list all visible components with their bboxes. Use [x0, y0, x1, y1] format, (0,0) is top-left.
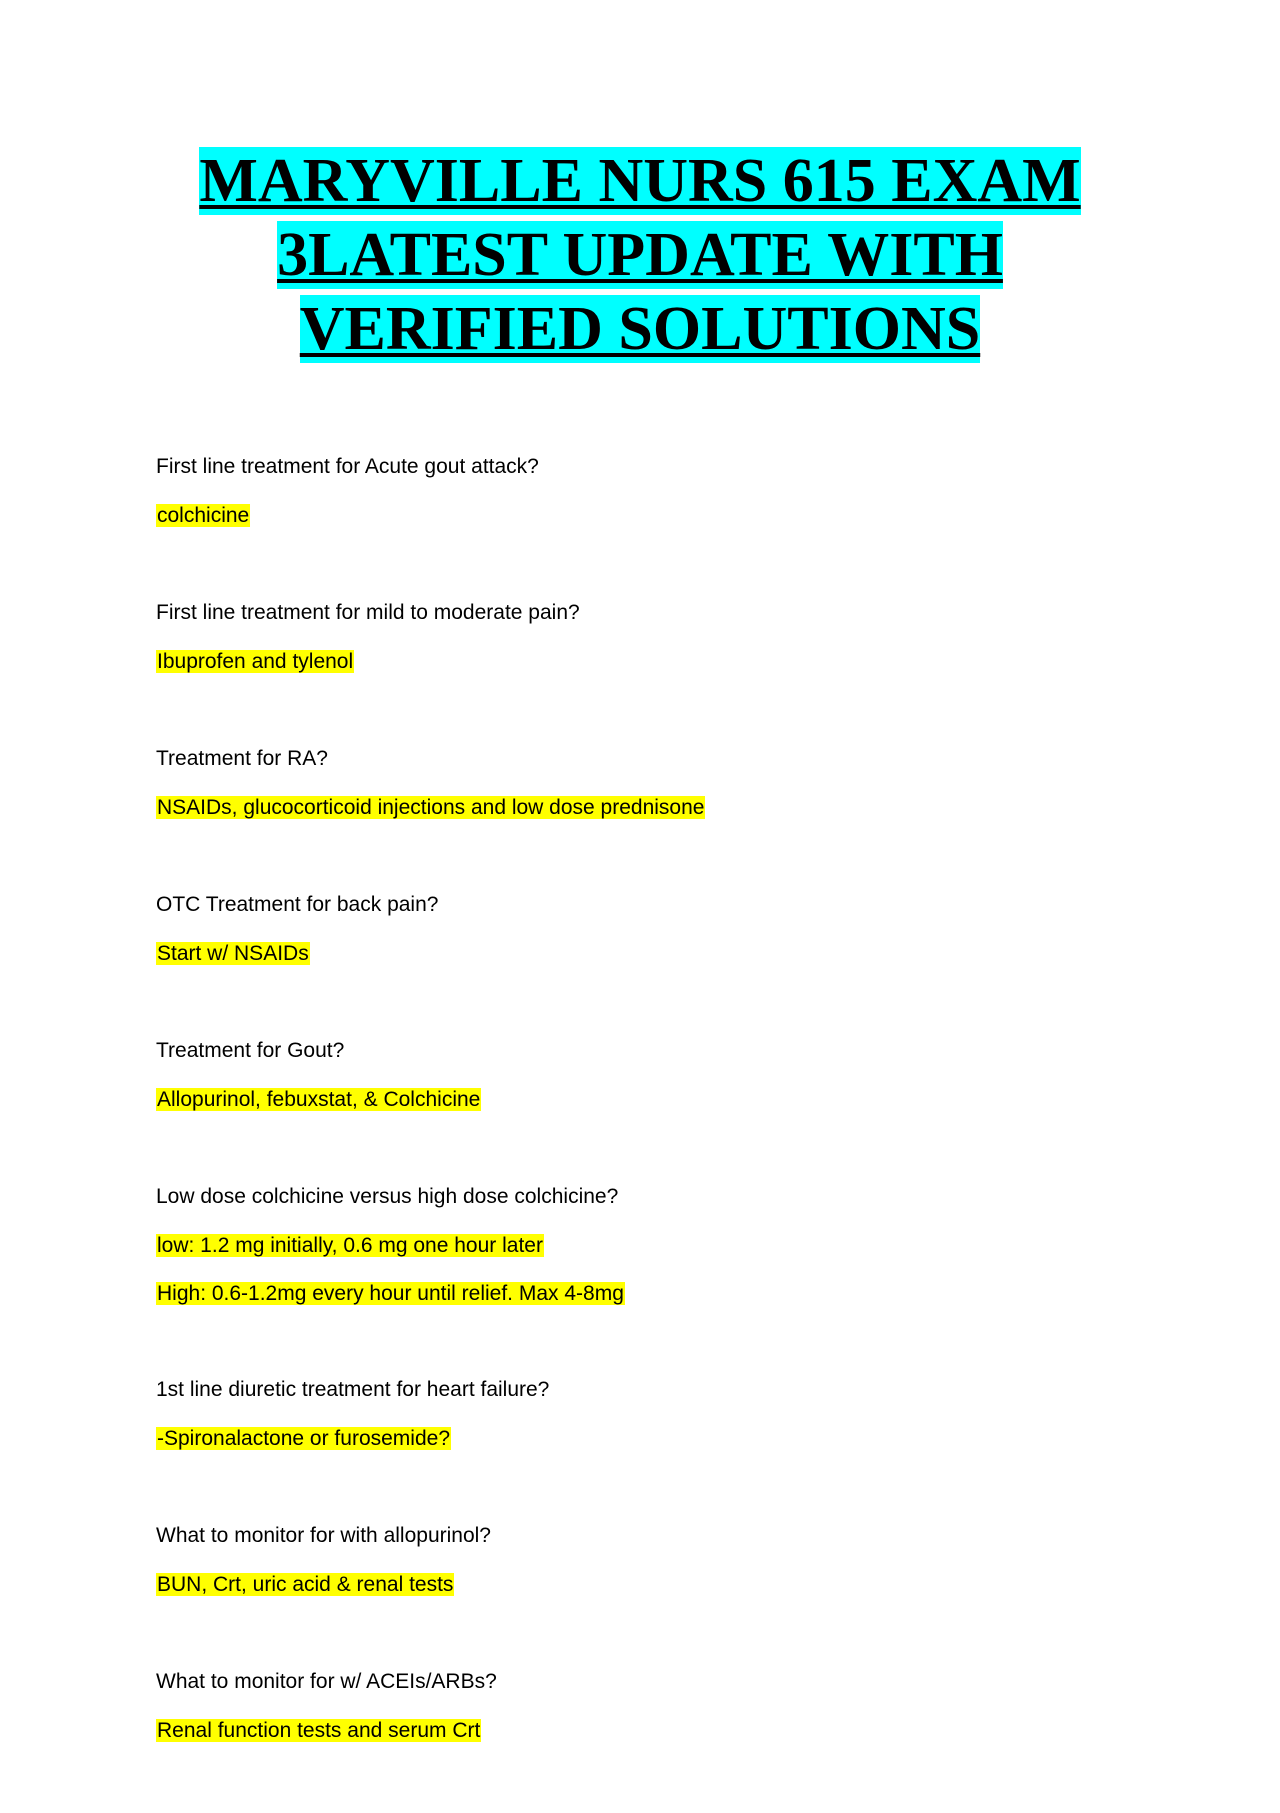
qa-item: [156, 1036, 1156, 1182]
answer-text: Allopurinol, febuxstat, & Colchicine: [157, 1088, 481, 1111]
answer-text: Renal function tests and serum Crt: [157, 1719, 481, 1742]
qa-item: [156, 1667, 1156, 1813]
qa-item: [156, 744, 1156, 890]
answer-text: High: 0.6-1.2mg every hour until relief. Max 4-8mg: [157, 1282, 624, 1305]
qa-item: [156, 1521, 1156, 1667]
answer-line: [156, 793, 1156, 823]
title-line-text: 3LATEST UPDATE WITH: [277, 221, 1003, 289]
qa-item: [156, 598, 1156, 744]
answer-line: [156, 939, 1156, 969]
question-answer-list: [156, 452, 1156, 1813]
qa-item: [156, 452, 1156, 598]
document-title: [150, 144, 1130, 366]
qa-item: [156, 1375, 1156, 1521]
answer-text: Ibuprofen and tylenol: [157, 650, 354, 673]
answer-text: -Spironalactone or furosemide?: [157, 1427, 450, 1450]
question-text: What to monitor for w/ ACEIs/ARBs?: [156, 1670, 497, 1693]
answer-text: colchicine: [157, 504, 250, 527]
title-line: [150, 218, 1130, 292]
question-text: Treatment for RA?: [156, 747, 328, 770]
answer-text: low: 1.2 mg initially, 0.6 mg one hour later: [157, 1234, 543, 1257]
answer-text: NSAIDs, glucocorticoid injections and low dose prednisone: [157, 796, 705, 819]
title-line-text: VERIFIED SOLUTIONS: [299, 295, 981, 363]
answer-line: [156, 1716, 1156, 1746]
answer-line: [156, 1085, 1156, 1115]
question-text: Low dose colchicine versus high dose colchicine?: [156, 1185, 619, 1208]
question-text: What to monitor for with allopurinol?: [156, 1524, 491, 1547]
answer-line: [156, 647, 1156, 677]
answer-line: [156, 1231, 1156, 1261]
answer-line: [156, 1570, 1156, 1600]
question-text: First line treatment for mild to moderate pain?: [156, 601, 580, 624]
question-text: 1st line diuretic treatment for heart failure?: [156, 1378, 550, 1401]
question-text: Treatment for Gout?: [156, 1039, 345, 1062]
title-line: [150, 292, 1130, 366]
question-text: OTC Treatment for back pain?: [156, 893, 439, 916]
question-text: First line treatment for Acute gout attack?: [156, 455, 539, 478]
answer-text: Start w/ NSAIDs: [157, 942, 309, 965]
qa-item: [156, 1182, 1156, 1375]
title-line-text: MARYVILLE NURS 615 EXAM: [199, 147, 1081, 215]
qa-item: [156, 890, 1156, 1036]
title-line: [150, 144, 1130, 218]
answer-line: [156, 1424, 1156, 1454]
answer-text: BUN, Crt, uric acid & renal tests: [157, 1573, 454, 1596]
answer-line: [156, 1279, 1156, 1309]
answer-line: [156, 501, 1156, 531]
